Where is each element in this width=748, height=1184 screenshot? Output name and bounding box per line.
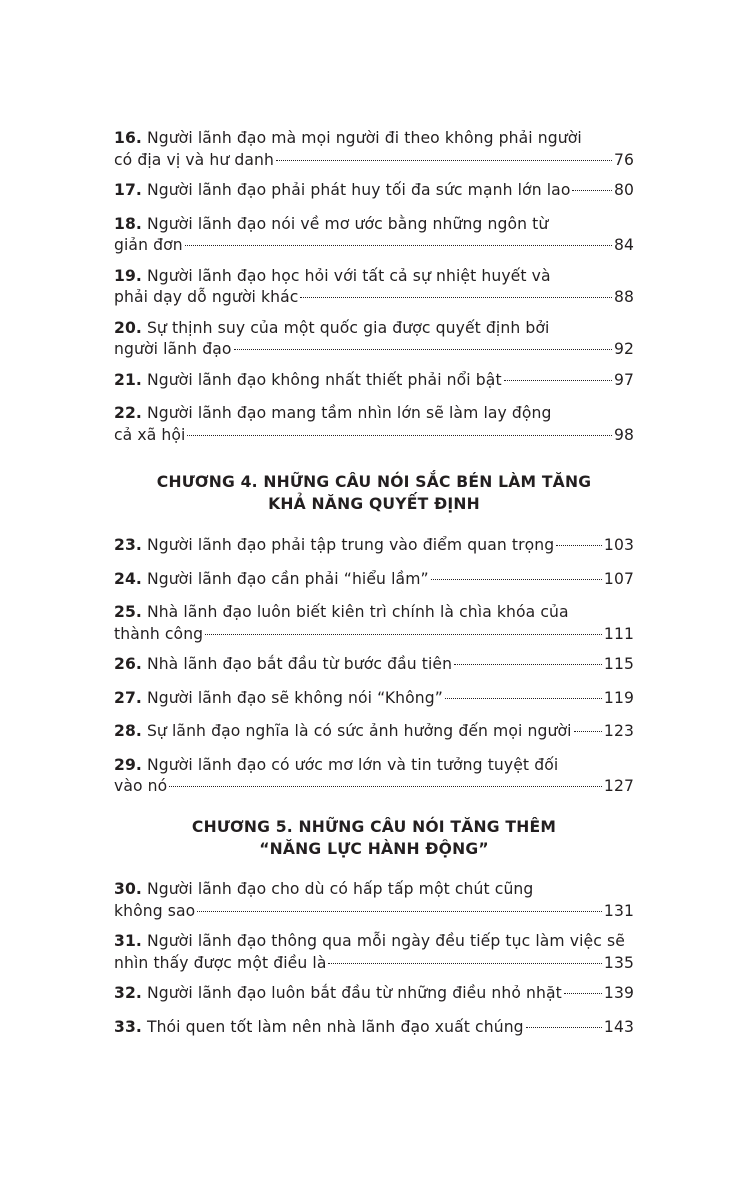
toc-entry-title: Người lãnh đạo không nhất thiết phải nổi bật [146, 370, 502, 389]
dot-leader [169, 786, 602, 787]
toc-page-number: 119 [603, 688, 634, 707]
toc-entry-title: Người lãnh đạo thông qua mỗi ngày đều tiếp tục làm việc sẽ [146, 932, 625, 950]
dot-leader [197, 911, 602, 912]
toc-entry [114, 602, 634, 645]
toc-entry-title: Người lãnh đạo mà mọi người đi theo không phải người [146, 129, 582, 147]
toc-entry-number: 32. [114, 984, 142, 1002]
toc-page-number: 80 [613, 181, 634, 199]
toc-entry [114, 318, 634, 361]
toc-entry [114, 1017, 634, 1039]
dot-leader [431, 579, 602, 580]
toc-entry-line [114, 425, 634, 447]
toc-entry-line [114, 535, 634, 557]
toc-entry-line [114, 688, 634, 710]
dot-leader [454, 664, 602, 665]
toc-entry-line [114, 235, 634, 257]
toc-entry [114, 266, 634, 309]
toc-entry [114, 128, 634, 171]
toc-entry-title: Sự thịnh suy của một quốc gia được quyết định bởi [146, 318, 550, 337]
toc-entry-line [114, 755, 634, 777]
toc-page-number: 103 [603, 536, 634, 554]
toc-entry-title: Nhà lãnh đạo bắt đầu từ bước đầu tiên [146, 655, 453, 673]
toc-entry-title: có địa vị và hư danh [114, 150, 275, 169]
toc-entry-title: Người lãnh đạo có ước mơ lớn và tin tưởng tuyệt đối [146, 755, 559, 774]
toc-entry [114, 983, 634, 1005]
toc-entry-title: người lãnh đạo [114, 340, 232, 358]
toc-page-number: 84 [613, 236, 634, 254]
toc-entry-number: 33. [114, 1017, 142, 1036]
toc-entry-line [114, 1017, 634, 1039]
toc-entry-line [114, 654, 634, 676]
chapter-heading-line: CHƯƠNG 5. NHỮNG CÂU NÓI TĂNG THÊM [191, 818, 557, 836]
toc-entry-title: Người lãnh đạo phải tập trung vào điểm quan trọng [146, 536, 555, 554]
toc-entry-line [114, 624, 634, 646]
toc-entry-title: Nhà lãnh đạo luôn biết kiên trì chính là chìa khóa của [146, 603, 569, 621]
toc-entry-title: thành công [114, 624, 204, 643]
dot-leader [234, 349, 612, 350]
dot-leader [328, 963, 601, 964]
toc-entry-number: 17. [114, 181, 142, 199]
toc-entry-number: 16. [114, 129, 142, 147]
toc-entry [114, 370, 634, 392]
toc-entry-title: không sao [114, 901, 196, 920]
toc-entry [114, 535, 634, 557]
toc-entry-title: Người lãnh đạo luôn bắt đầu từ những điều nhỏ nhặt [146, 984, 562, 1002]
toc-entry [114, 931, 634, 974]
toc-entry [114, 654, 634, 676]
toc-entry-line [114, 214, 634, 236]
toc-entry-line [114, 776, 634, 798]
toc-entry-title: phải dạy dỗ người khác [114, 288, 299, 306]
dot-leader [205, 634, 602, 635]
dot-leader [572, 190, 611, 191]
toc-entry-number: 26. [114, 655, 142, 673]
toc-entry [114, 569, 634, 591]
toc-page-number: 76 [613, 150, 634, 169]
toc-entry-title: vào nó [114, 777, 168, 795]
chapter-heading-line: KHẢ NĂNG QUYẾT ĐỊNH [268, 495, 480, 513]
toc-entry-title: nhìn thấy được một điều là [114, 953, 327, 972]
toc-entry-line [114, 721, 634, 743]
toc-entry-line [114, 953, 634, 975]
toc-entry [114, 403, 634, 446]
chapter-4-heading [114, 471, 634, 515]
toc-entry-number: 31. [114, 932, 142, 950]
dot-leader [504, 380, 612, 381]
toc-entry-title: Người lãnh đạo sẽ không nói “Không” [146, 688, 443, 707]
toc-entry-title: Thói quen tốt làm nên nhà lãnh đạo xuất chúng [146, 1017, 524, 1036]
toc-entry [114, 688, 634, 710]
toc-entry-line [114, 983, 634, 1005]
toc-entry-title: Sự lãnh đạo nghĩa là có sức ảnh hưởng đến mọi người [146, 722, 572, 740]
toc-entry-number: 28. [114, 722, 142, 740]
dot-leader [445, 698, 602, 699]
toc-entry-number: 30. [114, 880, 142, 898]
toc-entry-number: 27. [114, 688, 142, 707]
toc-page-number: 139 [603, 984, 634, 1002]
toc-page-number: 115 [603, 655, 634, 673]
toc-page-number: 88 [613, 288, 634, 306]
toc-entry-title: Người lãnh đạo cho dù có hấp tấp một chút cũng [146, 880, 534, 898]
dot-leader [300, 297, 612, 298]
dot-leader [276, 160, 612, 161]
toc-page-number: 131 [603, 901, 634, 920]
toc-section-chapter-4 [114, 535, 634, 807]
toc-entry-title: giản đơn [114, 236, 183, 254]
toc-entry-number: 23. [114, 536, 142, 554]
toc-entry-line [114, 266, 634, 288]
toc-entry-title: Người lãnh đạo cần phải “hiểu lầm” [146, 569, 429, 588]
toc-entry-title: Người lãnh đạo phải phát huy tối đa sức mạnh lớn lao [146, 181, 571, 199]
toc-entry-line [114, 150, 634, 172]
chapter-5-heading [114, 816, 634, 860]
toc-page-number: 135 [603, 953, 634, 972]
toc-entry-line [114, 931, 634, 953]
toc-page-number: 127 [603, 777, 634, 795]
toc-entry-number: 25. [114, 603, 142, 621]
toc-entry [114, 180, 634, 202]
toc-page-number: 97 [613, 370, 634, 389]
toc-page-number: 111 [603, 624, 634, 643]
dot-leader [564, 993, 602, 994]
toc-entry-title: cả xã hội [114, 425, 186, 444]
toc-section-chapter-5 [114, 879, 634, 1050]
toc-entry-number: 21. [114, 370, 142, 389]
toc-entry-line [114, 370, 634, 392]
toc-entry [114, 755, 634, 798]
dot-leader [574, 731, 602, 732]
toc-entry-number: 22. [114, 404, 142, 422]
toc-entry-title: Người lãnh đạo học hỏi với tất cả sự nhiệt huyết và [146, 266, 551, 285]
toc-entry [114, 879, 634, 922]
toc-entry-line [114, 569, 634, 591]
toc-entry [114, 721, 634, 743]
toc-entry-number: 24. [114, 569, 142, 588]
toc-entry-title: Người lãnh đạo mang tầm nhìn lớn sẽ làm lay động [146, 404, 552, 422]
dot-leader [187, 435, 611, 436]
chapter-heading-line: “NĂNG LỰC HÀNH ĐỘNG” [259, 840, 489, 858]
toc-page-number: 143 [603, 1017, 634, 1036]
toc-entry-line [114, 403, 634, 425]
toc-entry-line [114, 180, 634, 202]
dot-leader [556, 545, 602, 546]
toc-entry-line [114, 339, 634, 361]
toc-entry-number: 19. [114, 266, 142, 285]
toc-entry-line [114, 879, 634, 901]
toc-entry-line [114, 128, 634, 150]
toc-page-number: 107 [603, 569, 634, 588]
toc-entry-number: 20. [114, 318, 142, 337]
dot-leader [185, 245, 612, 246]
toc-entry-line [114, 318, 634, 340]
toc-page-number: 92 [613, 340, 634, 358]
toc-entry-line [114, 602, 634, 624]
dot-leader [526, 1027, 602, 1028]
toc-page-number: 98 [613, 425, 634, 444]
toc-entry-number: 18. [114, 214, 142, 233]
toc-entry-title: Người lãnh đạo nói về mơ ước bằng những ngôn từ [146, 214, 549, 233]
toc-page-number: 123 [603, 722, 634, 740]
toc-section-chapter-3-continued [114, 128, 634, 455]
chapter-heading-line: CHƯƠNG 4. NHỮNG CÂU NÓI SẮC BÉN LÀM TĂNG [156, 473, 592, 491]
toc-entry-line [114, 287, 634, 309]
toc-entry-line [114, 901, 634, 923]
toc-entry [114, 214, 634, 257]
toc-entry-number: 29. [114, 755, 142, 774]
